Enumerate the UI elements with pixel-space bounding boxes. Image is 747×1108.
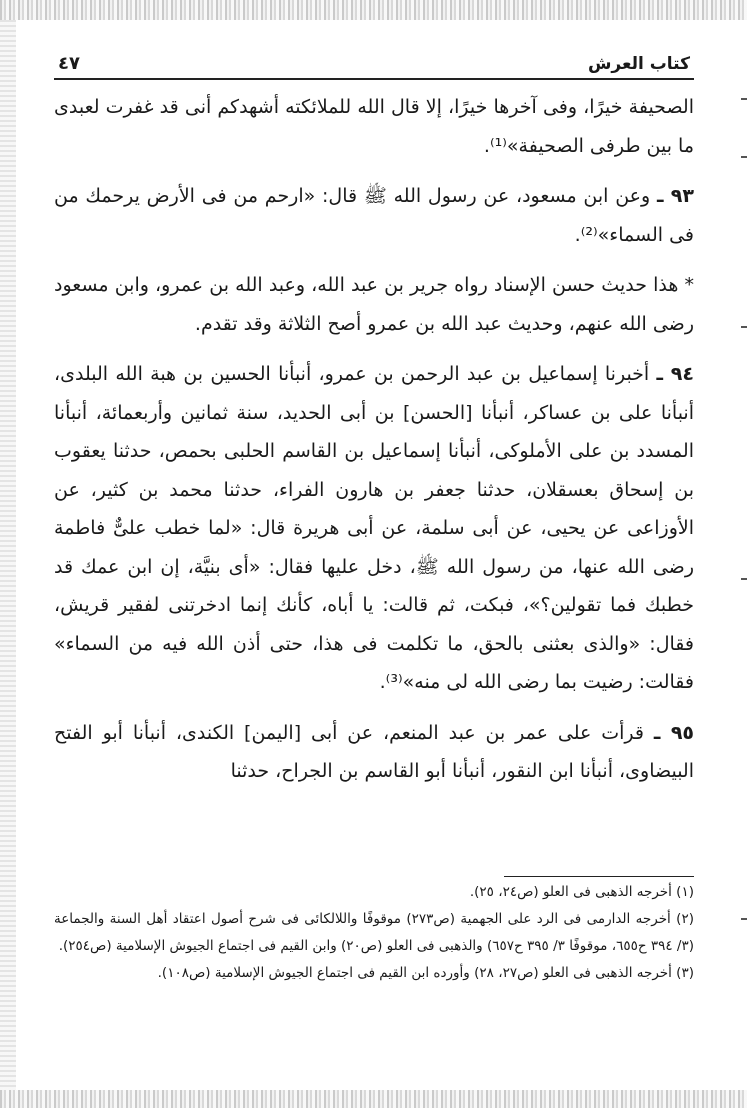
book-title: كتاب العرش <box>587 54 690 74</box>
paragraph-text: أخبرنا إسماعيل بن عبد الرحمن بن عمرو، أنبأنا الحسين بن هبة الله البلدى، أنبأنا على بن عساكر، أنبأنا [الحسن] بن أبى الحديد، سنة ثمانين وأربعمائة، أنبأنا المسدد بن على الأملوكى، أنبأنا إسماعيل بن القاسم الحلبى بحمص، حدثنا يعقوب بن إسحاق بعسقلان، حدثنا جعفر بن هارون الفراء، حدثنا محمد بن كثير، عن الأوزاعى عن يحيى، عن أبى سلمة، عن أبى هريرة قال: «لما خطب علىٌّ فاطمة رضى الله عنها، من رسول الله ﷺ، دخل عليها فقال: «أى بنيَّة، إن ابن عمك قد خطبك فما تقولين؟»، فبكت، ثم قالت: يا أباه، كأنك إنما ادخرتنى لفقير قريش، فقال: «والذى بعثنى بالحق، ما تكلمت فى هذا، حتى أذن الله فيه من السماء» فقالت: رضيت بما رضى الله لى منه»⁽³⁾. <box>54 363 694 693</box>
footnote: (١) أخرجه الذهبى فى العلو (ص٢٤، ٢٥). <box>469 884 694 900</box>
edge-mark <box>741 98 747 100</box>
footnotes <box>54 876 694 987</box>
scan-border-left <box>0 20 16 1090</box>
footnote-separator <box>504 876 694 877</box>
hadith-number: ٩٥ ـ <box>653 721 695 744</box>
hadith-number: ٩٤ ـ <box>656 363 694 385</box>
paragraph-text: قرأت على عمر بن عبد المنعم، عن أبى [اليمن] الكندى، أنبأنا أبو الفتح البيضاوى، أنبأنا ابن النقور، أنبأنا أبو القاسم بن الجراح، حدثنا <box>54 721 694 782</box>
commentary-paragraph <box>54 266 694 343</box>
paragraph-text: وعن ابن مسعود، عن رسول الله ﷺ قال: «ارحم من فى الأرض يرحمك من فى السماء»⁽²⁾. <box>54 185 694 246</box>
scan-border-bottom <box>0 1090 747 1108</box>
paragraph <box>54 88 694 165</box>
main-text <box>54 88 694 791</box>
paragraph-94 <box>54 355 694 702</box>
footnote: (٣) أخرجه الذهبى فى العلو (ص٢٧، ٢٨) وأورده ابن القيم فى اجتماع الجيوش الإسلامية (ص١٠٨). <box>157 965 694 981</box>
page-number: ٤٧ <box>58 53 80 74</box>
paragraph-text: * هذا حديث حسن الإسناد رواه جرير بن عبد الله، وعبد الله بن عمرو، وابن مسعود رضى الله عنهم، وحديث عبد الله بن عمرو أصح الثلاثة وقد تقدم. <box>54 274 694 335</box>
footnote: (٢) أخرجه الدارمى فى الرد على الجهمية (ص٢٧٣) موقوفًا واللالكائى فى شرح أصول اعتقاد أهل السنة والجماعة (٣/ ٣٩٤ ح٦٥٥، موقوفًا ٣/ ٣٩٥ ح٦٥٧) والذهبى فى العلو (ص٢٠) وابن القيم فى اجتماع الجيوش الإسلامية (ص٢٥٤). <box>54 911 694 954</box>
hadith-number: ٩٣ ـ <box>656 185 694 207</box>
paragraph-93 <box>54 177 694 254</box>
page-header <box>54 40 694 80</box>
book-page <box>54 40 694 801</box>
edge-mark <box>741 156 747 158</box>
edge-mark <box>741 326 747 328</box>
paragraph-text: الصحيفة خيرًا، وفى آخرها خيرًا، إلا قال الله للملائكته أشهدكم أنى قد غفرت لعبدى ما بين طرفى الصحيفة»⁽¹⁾. <box>54 96 694 157</box>
scan-border-top <box>0 0 747 20</box>
paragraph-95 <box>54 714 694 791</box>
edge-mark <box>741 578 747 580</box>
edge-mark <box>741 918 747 920</box>
